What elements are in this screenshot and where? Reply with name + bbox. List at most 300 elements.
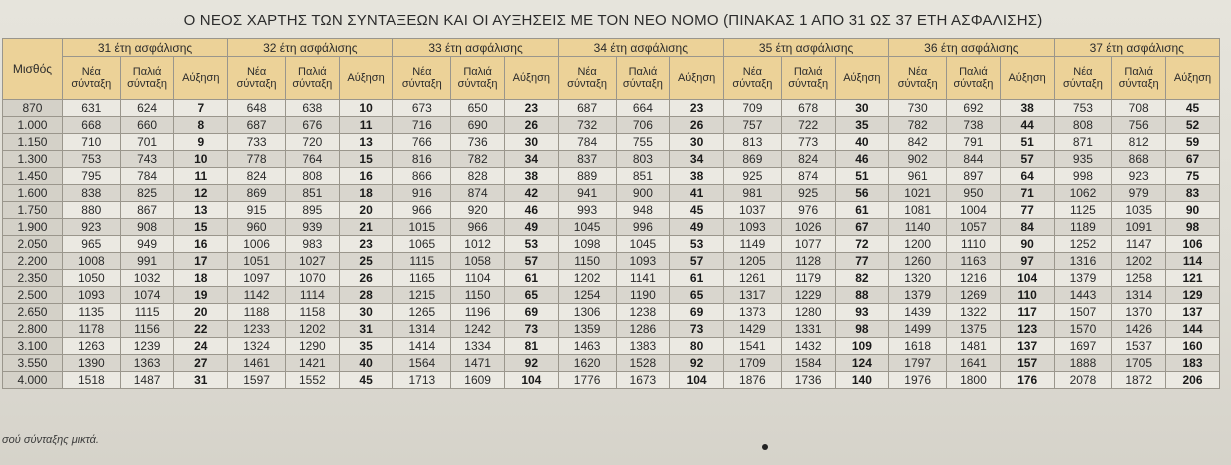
increase-value-cell: 18 <box>174 270 228 287</box>
increase-value-cell: 12 <box>174 185 228 202</box>
salary-cell: 1.300 <box>3 151 63 168</box>
new-value-cell: 866 <box>393 168 451 185</box>
old-value-cell: 1609 <box>451 372 505 389</box>
old-value-cell: 1314 <box>1112 287 1166 304</box>
salary-cell: 2.200 <box>3 253 63 270</box>
increase-value-cell: 183 <box>1166 355 1220 372</box>
increase-value-cell: 98 <box>1166 219 1220 236</box>
table-row <box>3 236 1220 253</box>
old-value-cell: 824 <box>781 151 835 168</box>
new-value-cell: 1252 <box>1054 236 1112 253</box>
old-value-cell: 874 <box>781 168 835 185</box>
old-value-cell: 638 <box>286 100 340 117</box>
new-value-cell: 869 <box>723 151 781 168</box>
increase-value-cell: 15 <box>174 219 228 236</box>
new-value-cell: 1439 <box>889 304 947 321</box>
new-value-cell: 816 <box>393 151 451 168</box>
old-value-cell: 1673 <box>616 372 670 389</box>
new-value-cell: 732 <box>558 117 616 134</box>
group-header-row <box>3 39 1220 57</box>
increase-value-cell: 31 <box>174 372 228 389</box>
new-value-cell: 1178 <box>62 321 120 338</box>
increase-value-cell: 8 <box>174 117 228 134</box>
increase-value-cell: 84 <box>1000 219 1054 236</box>
salary-cell: 3.550 <box>3 355 63 372</box>
increase-value-cell: 97 <box>1000 253 1054 270</box>
new-value-cell: 838 <box>62 185 120 202</box>
increase-value-cell: 67 <box>835 219 889 236</box>
new-value-cell: 1888 <box>1054 355 1112 372</box>
table-row <box>3 253 1220 270</box>
increase-value-cell: 30 <box>339 304 393 321</box>
new-value-cell: 1570 <box>1054 321 1112 338</box>
old-value-cell: 1375 <box>947 321 1001 338</box>
salary-cell: 2.800 <box>3 321 63 338</box>
increase-value-cell: 10 <box>174 151 228 168</box>
old-value-cell: 1057 <box>947 219 1001 236</box>
old-value-cell: 828 <box>451 168 505 185</box>
increase-value-cell: 114 <box>1166 253 1220 270</box>
increase-value-cell: 23 <box>339 236 393 253</box>
new-value-cell: 1205 <box>723 253 781 270</box>
increase-value-cell: 64 <box>1000 168 1054 185</box>
new-value-cell: 935 <box>1054 151 1112 168</box>
new-value-cell: 960 <box>228 219 286 236</box>
new-value-cell: 1976 <box>889 372 947 389</box>
sub-header-old: Παλιά σύνταξη <box>1112 57 1166 100</box>
group-header-34: 34 έτη ασφάλισης <box>558 39 723 57</box>
old-value-cell: 983 <box>286 236 340 253</box>
old-value-cell: 692 <box>947 100 1001 117</box>
increase-value-cell: 104 <box>1000 270 1054 287</box>
increase-value-cell: 38 <box>1000 100 1054 117</box>
salary-cell: 1.900 <box>3 219 63 236</box>
old-value-cell: 851 <box>286 185 340 202</box>
new-value-cell: 1306 <box>558 304 616 321</box>
increase-value-cell: 30 <box>835 100 889 117</box>
old-value-cell: 1114 <box>286 287 340 304</box>
increase-value-cell: 11 <box>339 117 393 134</box>
old-value-cell: 1110 <box>947 236 1001 253</box>
new-value-cell: 1263 <box>62 338 120 355</box>
salary-cell: 2.500 <box>3 287 63 304</box>
old-value-cell: 1012 <box>451 236 505 253</box>
old-value-cell: 1331 <box>781 321 835 338</box>
sub-header-new: Νέα σύνταξη <box>62 57 120 100</box>
old-value-cell: 1202 <box>1112 253 1166 270</box>
old-value-cell: 1128 <box>781 253 835 270</box>
table-row <box>3 168 1220 185</box>
old-value-cell: 966 <box>451 219 505 236</box>
increase-value-cell: 35 <box>339 338 393 355</box>
new-value-cell: 869 <box>228 185 286 202</box>
old-value-cell: 1736 <box>781 372 835 389</box>
new-value-cell: 753 <box>62 151 120 168</box>
increase-value-cell: 57 <box>670 253 724 270</box>
new-value-cell: 687 <box>228 117 286 134</box>
increase-value-cell: 23 <box>670 100 724 117</box>
increase-value-cell: 121 <box>1166 270 1220 287</box>
sub-header-increase: Αύξηση <box>1000 57 1054 100</box>
salary-cell: 1.150 <box>3 134 63 151</box>
increase-value-cell: 57 <box>1000 151 1054 168</box>
increase-value-cell: 88 <box>835 287 889 304</box>
increase-value-cell: 46 <box>835 151 889 168</box>
new-value-cell: 1006 <box>228 236 286 253</box>
increase-value-cell: 7 <box>174 100 228 117</box>
increase-value-cell: 23 <box>504 100 558 117</box>
increase-value-cell: 22 <box>174 321 228 338</box>
old-value-cell: 895 <box>286 202 340 219</box>
old-value-cell: 1147 <box>1112 236 1166 253</box>
new-value-cell: 1051 <box>228 253 286 270</box>
increase-value-cell: 51 <box>1000 134 1054 151</box>
group-header-35: 35 έτη ασφάλισης <box>723 39 888 57</box>
increase-value-cell: 35 <box>835 117 889 134</box>
new-value-cell: 1379 <box>1054 270 1112 287</box>
increase-value-cell: 17 <box>174 253 228 270</box>
increase-value-cell: 72 <box>835 236 889 253</box>
increase-value-cell: 40 <box>835 134 889 151</box>
salary-cell: 3.100 <box>3 338 63 355</box>
new-value-cell: 998 <box>1054 168 1112 185</box>
table-row <box>3 134 1220 151</box>
old-value-cell: 996 <box>616 219 670 236</box>
new-value-cell: 631 <box>62 100 120 117</box>
old-value-cell: 660 <box>120 117 174 134</box>
old-value-cell: 1238 <box>616 304 670 321</box>
sub-header-old: Παλιά σύνταξη <box>120 57 174 100</box>
new-value-cell: 1189 <box>1054 219 1112 236</box>
sub-header-new: Νέα σύνταξη <box>228 57 286 100</box>
new-value-cell: 1429 <box>723 321 781 338</box>
new-value-cell: 1709 <box>723 355 781 372</box>
pension-table <box>2 38 1220 389</box>
old-value-cell: 736 <box>451 134 505 151</box>
new-value-cell: 1140 <box>889 219 947 236</box>
new-value-cell: 1093 <box>62 287 120 304</box>
increase-value-cell: 75 <box>1166 168 1220 185</box>
old-value-cell: 808 <box>286 168 340 185</box>
increase-value-cell: 92 <box>504 355 558 372</box>
old-value-cell: 650 <box>451 100 505 117</box>
new-value-cell: 1314 <box>393 321 451 338</box>
salary-column-header: Μισθός <box>3 39 63 100</box>
old-value-cell: 690 <box>451 117 505 134</box>
new-value-cell: 1165 <box>393 270 451 287</box>
table-row <box>3 219 1220 236</box>
new-value-cell: 1414 <box>393 338 451 355</box>
increase-value-cell: 16 <box>174 236 228 253</box>
increase-value-cell: 109 <box>835 338 889 355</box>
new-value-cell: 915 <box>228 202 286 219</box>
old-value-cell: 1032 <box>120 270 174 287</box>
new-value-cell: 1233 <box>228 321 286 338</box>
salary-cell: 1.600 <box>3 185 63 202</box>
increase-value-cell: 24 <box>174 338 228 355</box>
old-value-cell: 1141 <box>616 270 670 287</box>
increase-value-cell: 26 <box>670 117 724 134</box>
old-value-cell: 1070 <box>286 270 340 287</box>
old-value-cell: 676 <box>286 117 340 134</box>
increase-value-cell: 61 <box>670 270 724 287</box>
increase-value-cell: 51 <box>835 168 889 185</box>
old-value-cell: 1093 <box>616 253 670 270</box>
new-value-cell: 1320 <box>889 270 947 287</box>
new-value-cell: 1008 <box>62 253 120 270</box>
increase-value-cell: 129 <box>1166 287 1220 304</box>
new-value-cell: 753 <box>1054 100 1112 117</box>
old-value-cell: 1537 <box>1112 338 1166 355</box>
new-value-cell: 1564 <box>393 355 451 372</box>
new-value-cell: 813 <box>723 134 781 151</box>
sub-header-increase: Αύξηση <box>670 57 724 100</box>
old-value-cell: 1156 <box>120 321 174 338</box>
old-value-cell: 1322 <box>947 304 1001 321</box>
increase-value-cell: 67 <box>1166 151 1220 168</box>
new-value-cell: 1093 <box>723 219 781 236</box>
old-value-cell: 874 <box>451 185 505 202</box>
new-value-cell: 1324 <box>228 338 286 355</box>
new-value-cell: 1045 <box>558 219 616 236</box>
old-value-cell: 1058 <box>451 253 505 270</box>
increase-value-cell: 18 <box>339 185 393 202</box>
increase-value-cell: 61 <box>504 270 558 287</box>
new-value-cell: 1125 <box>1054 202 1112 219</box>
new-value-cell: 966 <box>393 202 451 219</box>
salary-cell: 1.450 <box>3 168 63 185</box>
sub-header-new: Νέα σύνταξη <box>558 57 616 100</box>
increase-value-cell: 206 <box>1166 372 1220 389</box>
new-value-cell: 1776 <box>558 372 616 389</box>
increase-value-cell: 73 <box>504 321 558 338</box>
new-value-cell: 1037 <box>723 202 781 219</box>
old-value-cell: 851 <box>616 168 670 185</box>
old-value-cell: 1115 <box>120 304 174 321</box>
salary-cell: 2.350 <box>3 270 63 287</box>
old-value-cell: 1091 <box>1112 219 1166 236</box>
new-value-cell: 687 <box>558 100 616 117</box>
table-row <box>3 151 1220 168</box>
old-value-cell: 949 <box>120 236 174 253</box>
new-value-cell: 923 <box>62 219 120 236</box>
increase-value-cell: 49 <box>504 219 558 236</box>
old-value-cell: 1239 <box>120 338 174 355</box>
increase-value-cell: 19 <box>174 287 228 304</box>
old-value-cell: 897 <box>947 168 1001 185</box>
old-value-cell: 812 <box>1112 134 1166 151</box>
old-value-cell: 1269 <box>947 287 1001 304</box>
old-value-cell: 1800 <box>947 372 1001 389</box>
old-value-cell: 1421 <box>286 355 340 372</box>
increase-value-cell: 83 <box>1166 185 1220 202</box>
old-value-cell: 1528 <box>616 355 670 372</box>
increase-value-cell: 98 <box>835 321 889 338</box>
new-value-cell: 795 <box>62 168 120 185</box>
new-value-cell: 1260 <box>889 253 947 270</box>
new-value-cell: 808 <box>1054 117 1112 134</box>
new-value-cell: 1150 <box>558 253 616 270</box>
table-row <box>3 270 1220 287</box>
new-value-cell: 961 <box>889 168 947 185</box>
sub-header-increase: Αύξηση <box>835 57 889 100</box>
old-value-cell: 708 <box>1112 100 1166 117</box>
old-value-cell: 1074 <box>120 287 174 304</box>
new-value-cell: 1050 <box>62 270 120 287</box>
new-value-cell: 871 <box>1054 134 1112 151</box>
old-value-cell: 1432 <box>781 338 835 355</box>
new-value-cell: 1188 <box>228 304 286 321</box>
old-value-cell: 976 <box>781 202 835 219</box>
old-value-cell: 950 <box>947 185 1001 202</box>
sub-header-new: Νέα σύνταξη <box>889 57 947 100</box>
new-value-cell: 902 <box>889 151 947 168</box>
increase-value-cell: 59 <box>1166 134 1220 151</box>
old-value-cell: 948 <box>616 202 670 219</box>
old-value-cell: 738 <box>947 117 1001 134</box>
old-value-cell: 1026 <box>781 219 835 236</box>
increase-value-cell: 137 <box>1000 338 1054 355</box>
increase-value-cell: 13 <box>174 202 228 219</box>
new-value-cell: 757 <box>723 117 781 134</box>
old-value-cell: 1229 <box>781 287 835 304</box>
new-value-cell: 1065 <box>393 236 451 253</box>
increase-value-cell: 176 <box>1000 372 1054 389</box>
increase-value-cell: 38 <box>504 168 558 185</box>
new-value-cell: 2078 <box>1054 372 1112 389</box>
old-value-cell: 1705 <box>1112 355 1166 372</box>
salary-cell: 870 <box>3 100 63 117</box>
old-value-cell: 1280 <box>781 304 835 321</box>
increase-value-cell: 65 <box>504 287 558 304</box>
new-value-cell: 710 <box>62 134 120 151</box>
old-value-cell: 1004 <box>947 202 1001 219</box>
new-value-cell: 993 <box>558 202 616 219</box>
new-value-cell: 1379 <box>889 287 947 304</box>
new-value-cell: 1507 <box>1054 304 1112 321</box>
old-value-cell: 791 <box>947 134 1001 151</box>
increase-value-cell: 92 <box>670 355 724 372</box>
increase-value-cell: 15 <box>339 151 393 168</box>
sub-header-increase: Αύξηση <box>1166 57 1220 100</box>
old-value-cell: 1202 <box>286 321 340 338</box>
old-value-cell: 1104 <box>451 270 505 287</box>
new-value-cell: 782 <box>889 117 947 134</box>
new-value-cell: 925 <box>723 168 781 185</box>
new-value-cell: 889 <box>558 168 616 185</box>
new-value-cell: 784 <box>558 134 616 151</box>
increase-value-cell: 30 <box>670 134 724 151</box>
new-value-cell: 716 <box>393 117 451 134</box>
increase-value-cell: 77 <box>1000 202 1054 219</box>
new-value-cell: 1200 <box>889 236 947 253</box>
increase-value-cell: 40 <box>339 355 393 372</box>
sub-header-old: Παλιά σύνταξη <box>947 57 1001 100</box>
old-value-cell: 979 <box>1112 185 1166 202</box>
old-value-cell: 908 <box>120 219 174 236</box>
old-value-cell: 1196 <box>451 304 505 321</box>
increase-value-cell: 46 <box>504 202 558 219</box>
increase-value-cell: 13 <box>339 134 393 151</box>
group-header-33: 33 έτη ασφάλισης <box>393 39 558 57</box>
increase-value-cell: 82 <box>835 270 889 287</box>
new-value-cell: 1390 <box>62 355 120 372</box>
increase-value-cell: 77 <box>835 253 889 270</box>
increase-value-cell: 144 <box>1166 321 1220 338</box>
new-value-cell: 1115 <box>393 253 451 270</box>
increase-value-cell: 140 <box>835 372 889 389</box>
old-value-cell: 1242 <box>451 321 505 338</box>
increase-value-cell: 45 <box>670 202 724 219</box>
old-value-cell: 1334 <box>451 338 505 355</box>
increase-value-cell: 110 <box>1000 287 1054 304</box>
new-value-cell: 1202 <box>558 270 616 287</box>
new-value-cell: 842 <box>889 134 947 151</box>
table-title: Ο ΝΕΟΣ ΧΑΡΤΗΣ ΤΩΝ ΣΥΝΤΑΞΕΩΝ ΚΑΙ ΟΙ ΑΥΞΗΣΕΙΣ ΜΕ ΤΟΝ ΝΕΟ ΝΟΜΟ (ΠΙΝΑΚΑΣ 1 ΑΠΟ 31 ΩΣ 37 ΕΤΗ ΑΣΦΑΛΙΣΗΣ) <box>183 12 1043 29</box>
increase-value-cell: 71 <box>1000 185 1054 202</box>
new-value-cell: 916 <box>393 185 451 202</box>
increase-value-cell: 90 <box>1166 202 1220 219</box>
increase-value-cell: 38 <box>670 168 724 185</box>
new-value-cell: 1518 <box>62 372 120 389</box>
new-value-cell: 1265 <box>393 304 451 321</box>
increase-value-cell: 30 <box>504 134 558 151</box>
new-value-cell: 766 <box>393 134 451 151</box>
new-value-cell: 1081 <box>889 202 947 219</box>
increase-value-cell: 123 <box>1000 321 1054 338</box>
new-value-cell: 1461 <box>228 355 286 372</box>
increase-value-cell: 104 <box>670 372 724 389</box>
old-value-cell: 925 <box>781 185 835 202</box>
table-row <box>3 355 1220 372</box>
increase-value-cell: 137 <box>1166 304 1220 321</box>
increase-value-cell: 157 <box>1000 355 1054 372</box>
sub-header-old: Παλιά σύνταξη <box>781 57 835 100</box>
increase-value-cell: 104 <box>504 372 558 389</box>
old-value-cell: 1190 <box>616 287 670 304</box>
sub-header-row <box>3 57 1220 100</box>
old-value-cell: 1150 <box>451 287 505 304</box>
group-header-31: 31 έτη ασφάλισης <box>62 39 227 57</box>
table-row <box>3 185 1220 202</box>
old-value-cell: 722 <box>781 117 835 134</box>
increase-value-cell: 93 <box>835 304 889 321</box>
increase-value-cell: 57 <box>504 253 558 270</box>
sub-header-increase: Αύξηση <box>174 57 228 100</box>
increase-value-cell: 106 <box>1166 236 1220 253</box>
new-value-cell: 1254 <box>558 287 616 304</box>
increase-value-cell: 65 <box>670 287 724 304</box>
new-value-cell: 1373 <box>723 304 781 321</box>
new-value-cell: 1135 <box>62 304 120 321</box>
new-value-cell: 733 <box>228 134 286 151</box>
old-value-cell: 1027 <box>286 253 340 270</box>
old-value-cell: 678 <box>781 100 835 117</box>
new-value-cell: 1015 <box>393 219 451 236</box>
group-header-37: 37 έτη ασφάλισης <box>1054 39 1220 57</box>
old-value-cell: 755 <box>616 134 670 151</box>
old-value-cell: 1077 <box>781 236 835 253</box>
new-value-cell: 1463 <box>558 338 616 355</box>
new-value-cell: 668 <box>62 117 120 134</box>
increase-value-cell: 73 <box>670 321 724 338</box>
new-value-cell: 1142 <box>228 287 286 304</box>
increase-value-cell: 34 <box>670 151 724 168</box>
increase-value-cell: 44 <box>1000 117 1054 134</box>
new-value-cell: 1149 <box>723 236 781 253</box>
pension-table-container <box>2 38 1220 421</box>
sub-header-new: Νέα σύνταξη <box>1054 57 1112 100</box>
